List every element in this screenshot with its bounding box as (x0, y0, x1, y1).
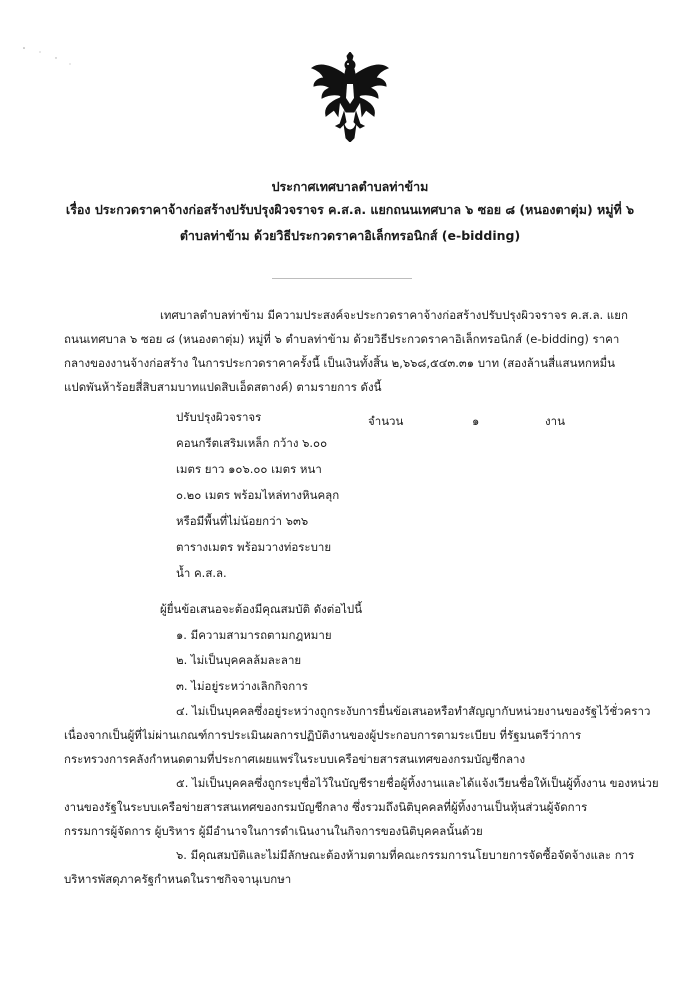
intro-line-1: เทศบาลตำบลท่าข้าม มีความประสงค์จะประกวดราคาจ้างก่อสร้างปรับปรุงผิวจราจร ค.ส.ล. แยก (160, 308, 628, 322)
qualification-4-line: ๔. ไม่เป็นบุคคลซึ่งอยู่ระหว่างถูกระงับการยื่นข้อเสนอหรือทำสัญญากับหน่วยงานของรัฐไว้ชั่วคราว (176, 704, 651, 718)
qualification-5-line: งานของรัฐในระบบเครือข่ายสารสนเทศของกรมบัญชีกลาง ซึ่งรวมถึงนิติบุคคลที่ผู้ทิ้งงานเป็นหุ้นส่วนผู้จัดการ (64, 800, 588, 814)
item-desc-line: น้ำ ค.ส.ล. (176, 566, 227, 580)
qualification-4-line: เนื่องจากเป็นผู้ที่ไม่ผ่านเกณฑ์การประเมินผลการปฏิบัติงานของผู้ประกอบการตามระเบียบ ที่รัฐมนตรีว่าการ (64, 728, 582, 742)
subject-line-1: เรื่อง ประกวดราคาจ้างก่อสร้างปรับปรุงผิวจราจร ค.ส.ล. แยกถนนเทศบาล ๖ ซอย ๘ (หนองตาตุ่ม) หมู่ที่ ๖ (65, 202, 635, 217)
intro-line-2: ถนนเทศบาล ๖ ซอย ๘ (หนองตาตุ่ม) หมู่ที่ ๖ ตำบลท่าข้าม ด้วยวิธีประกวดราคาอิเล็กทรอนิกส์ (e-bidding) ราคา (64, 332, 620, 346)
subject-line-2: ตำบลท่าข้าม ด้วยวิธีประกวดราคาอิเล็กทรอนิกส์ (e-bidding) (179, 228, 521, 243)
item-qty-value: ๑ (472, 414, 480, 428)
garuda-emblem-icon (310, 52, 390, 142)
item-desc-line: ตารางเมตร พร้อมวางท่อระบาย (176, 540, 332, 554)
qualification-3: ๓. ไม่อยู่ระหว่างเลิกกิจการ (176, 679, 308, 693)
item-desc-line: ปรับปรุงผิวจราจร (176, 410, 262, 424)
intro-line-4: แปดพันห้าร้อยสี่สิบสามบาทแปดสิบเอ็ดสตางค์) ตามรายการ ดังนี้ (64, 380, 382, 394)
qualification-6-line: ๖. มีคุณสมบัติและไม่มีลักษณะต้องห้ามตามที่คณะกรรมการนโยบายการจัดซื้อจัดจ้างและ การ (176, 848, 635, 862)
item-desc-line: หรือมีพื้นที่ไม่น้อยกว่า ๖๓๖ (176, 514, 309, 528)
qualification-2: ๒. ไม่เป็นบุคคลล้มละลาย (176, 653, 302, 667)
qualification-1: ๑. มีความสามารถตามกฎหมาย (176, 628, 332, 642)
qualification-6-line: บริหารพัสดุภาครัฐกำหนดในราชกิจจานุเบกษา (64, 872, 292, 886)
item-desc-line: คอนกรีตเสริมเหล็ก กว้าง ๖.๐๐ (176, 436, 328, 450)
title-separator (272, 278, 412, 279)
qualification-5-line: ๕. ไม่เป็นบุคคลซึ่งถูกระบุชื่อไว้ในบัญชีรายชื่อผู้ทิ้งงานและได้แจ้งเวียนชื่อให้เป็นผู้ทิ้งงาน ของหน่วย (176, 776, 659, 790)
item-desc-line: ๐.๒๐ เมตร พร้อมไหล่ทางหินคลุก (176, 488, 340, 502)
item-qty-label: จำนวน (368, 414, 404, 428)
qualification-4-line: กระทรวงการคลังกำหนดตามที่ประกาศเผยแพร่ในระบบเครือข่ายสารสนเทศของกรมบัญชีกลาง (64, 752, 526, 766)
scan-specks (18, 40, 78, 70)
qualification-5-line: กรรมการผู้จัดการ ผู้บริหาร ผู้มีอำนาจในการดำเนินงานในกิจการของนิติบุคคลนั้นด้วย (64, 824, 483, 838)
qualifications-heading: ผู้ยื่นข้อเสนอจะต้องมีคุณสมบัติ ดังต่อไปนี้ (160, 602, 363, 616)
announcement-title: ประกาศเทศบาลตำบลท่าข้าม (271, 179, 429, 194)
item-desc-line: เมตร ยาว ๑๐๖.๐๐ เมตร หนา (176, 462, 322, 476)
intro-line-3: กลางของงานจ้างก่อสร้าง ในการประกวดราคาครั้งนี้ เป็นเงินทั้งสิ้น ๒,๖๖๘,๕๔๓.๓๑ บาท (สองล้านสี่แสนหกหมื่น (64, 356, 616, 370)
item-unit: งาน (545, 414, 565, 428)
